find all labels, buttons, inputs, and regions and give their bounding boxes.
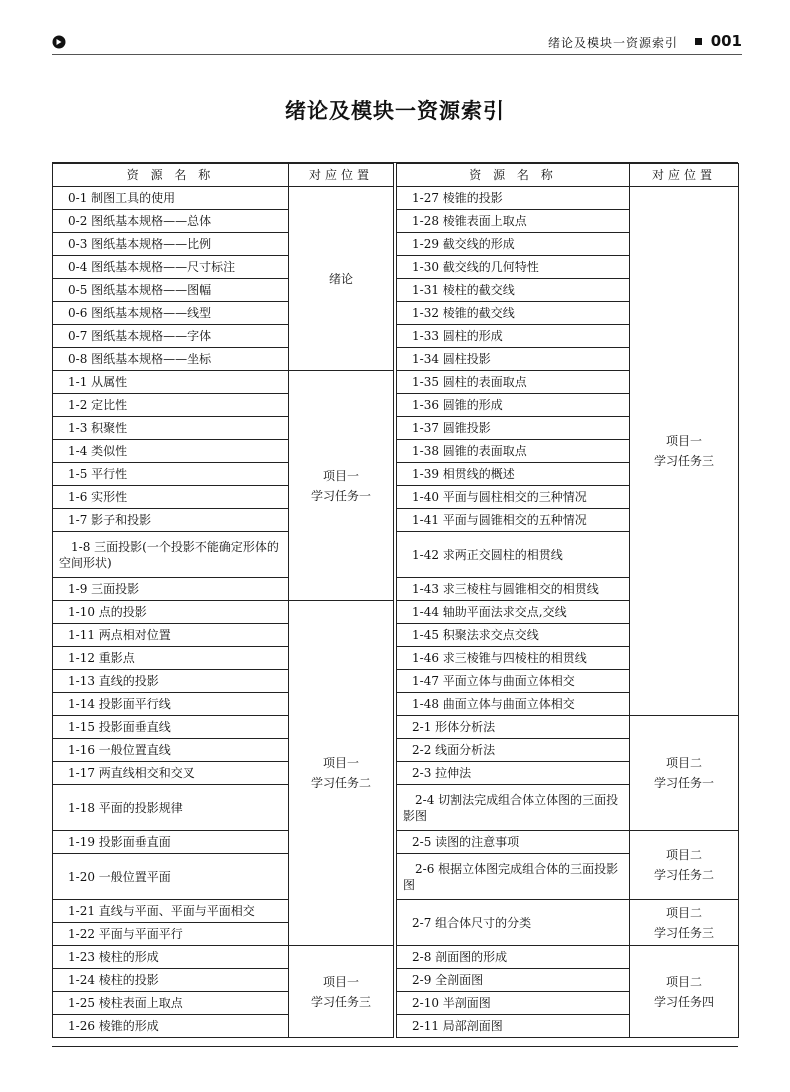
position-line: 项目二	[665, 756, 702, 770]
resource-name-cell: 0-2 图纸基本规格——总体	[53, 210, 289, 233]
resource-name-cell: 1-6 实形性	[53, 486, 289, 509]
resource-name-cell: 1-26 棱锥的形成	[53, 1015, 289, 1038]
resource-name-cell: 2-9 全剖面图	[397, 969, 630, 992]
position-cell	[630, 900, 739, 946]
resource-name-cell: 1-2 定比性	[53, 394, 289, 417]
resource-name-cell: 1-34 圆柱投影	[397, 348, 630, 371]
resource-name-cell: 1-30 截交线的几何特性	[397, 256, 630, 279]
resource-name-cell: 2-2 线面分析法	[397, 739, 630, 762]
resource-name-cell: 2-8 剖面图的形成	[397, 946, 630, 969]
column-header-name: 资 源 名 称	[397, 164, 630, 187]
resource-name-cell: 1-13 直线的投影	[53, 670, 289, 693]
resource-name-cell: 1-31 棱柱的截交线	[397, 279, 630, 302]
resource-name-cell: 1-3 积聚性	[53, 417, 289, 440]
resource-name-cell: 1-16 一般位置直线	[53, 739, 289, 762]
resource-name-cell: 0-5 图纸基本规格——图幅	[53, 279, 289, 302]
resource-name-cell: 1-7 影子和投影	[53, 509, 289, 532]
position-line: 项目二	[665, 974, 702, 989]
resource-name-cell: 0-4 图纸基本规格——尺寸标注	[53, 256, 289, 279]
position-line: 项目二	[665, 905, 702, 920]
resource-name-cell: 1-47 平面立体与曲面立体相交	[397, 670, 630, 693]
table-row	[53, 371, 394, 394]
resource-name-cell: 1-48 曲面立体与曲面立体相交	[397, 693, 630, 716]
position-line: 项目一	[322, 756, 359, 770]
position-cell	[630, 831, 739, 900]
resource-name-cell: 1-18 平面的投影规律	[53, 785, 289, 831]
resource-name-cell: 1-29 截交线的形成	[397, 233, 630, 256]
resource-name-cell: 1-20 一般位置平面	[53, 854, 289, 900]
resource-name-cell: 1-1 从属性	[53, 371, 289, 394]
table-row	[53, 187, 394, 210]
resource-name-cell: 2-11 局部剖面图	[397, 1015, 630, 1038]
position-line: 学习任务二	[310, 776, 371, 790]
page-title: 绪论及模块一资源索引	[285, 99, 505, 123]
resource-name-cell: 1-40 平面与圆柱相交的三种情况	[397, 486, 630, 509]
resource-name-cell: 1-44 轴助平面法求交点,交线	[397, 601, 630, 624]
table-row	[397, 900, 739, 946]
table-bottom-rule	[52, 1046, 738, 1047]
resource-name-cell: 1-42 求两正交圆柱的相贯线	[397, 532, 630, 578]
resource-name-cell: 1-24 棱柱的投影	[53, 969, 289, 992]
resource-name-cell: 1-9 三面投影	[53, 578, 289, 601]
table-row	[397, 187, 739, 210]
column-header-position: 对应位置	[630, 164, 739, 187]
resource-name-cell: 1-5 平行性	[53, 463, 289, 486]
resource-name-cell: 1-17 两直线相交和交叉	[53, 762, 289, 785]
table-row	[397, 716, 739, 739]
position-line: 绪论	[328, 271, 353, 286]
resource-name-cell: 1-46 求三棱锥与四棱柱的相贯线	[397, 647, 630, 670]
resource-name-cell: 1-14 投影面平行线	[53, 693, 289, 716]
position-cell	[289, 187, 394, 371]
resource-name-cell: 1-35 圆柱的表面取点	[397, 371, 630, 394]
resource-name-cell: 0-1 制图工具的使用	[53, 187, 289, 210]
resource-name-cell: 1-23 棱柱的形成	[53, 946, 289, 969]
position-cell	[289, 946, 394, 1038]
resource-name-cell: 1-11 两点相对位置	[53, 624, 289, 647]
resource-name-cell: 1-4 类似性	[53, 440, 289, 463]
position-line: 项目一	[322, 974, 359, 989]
resource-name-cell: 1-38 圆锥的表面取点	[397, 440, 630, 463]
resource-name-cell: 1-28 棱锥表面上取点	[397, 210, 630, 233]
resource-name-cell: 1-41 平面与圆锥相交的五种情况	[397, 509, 630, 532]
resource-name-cell: 1-10 点的投影	[53, 601, 289, 624]
table-row	[397, 946, 739, 969]
resource-name-cell: 2-1 形体分析法	[397, 716, 630, 739]
resource-name-cell: 0-7 图纸基本规格——字体	[53, 325, 289, 348]
position-line: 学习任务一	[653, 776, 714, 790]
table-row	[53, 601, 394, 624]
table-body-left	[53, 164, 394, 1038]
resource-name-cell: 2-7 组合体尺寸的分类	[397, 900, 630, 946]
resource-name-cell: 2-4 切割法完成组合体立体图的三面投影图	[397, 785, 630, 831]
position-cell	[289, 371, 394, 601]
position-cell	[630, 716, 739, 831]
resource-name-cell: 1-8 三面投影(一个投影不能确定形体的空间形状)	[53, 532, 289, 578]
resource-name-cell: 1-15 投影面垂直线	[53, 716, 289, 739]
resource-table-right	[396, 163, 739, 1038]
resource-name-cell: 1-43 求三棱柱与圆锥相交的相贯线	[397, 578, 630, 601]
resource-name-cell: 1-33 圆柱的形成	[397, 325, 630, 348]
column-header-position: 对应位置	[289, 164, 394, 187]
resource-name-cell: 1-21 直线与平面、平面与平面相交	[53, 900, 289, 923]
position-cell	[630, 187, 739, 716]
resource-name-cell: 1-32 棱锥的截交线	[397, 302, 630, 325]
square-bullet-icon	[695, 38, 702, 45]
position-line: 学习任务三	[653, 925, 714, 940]
resource-name-cell: 1-45 积聚法求交点交线	[397, 624, 630, 647]
position-cell	[630, 946, 739, 1038]
resource-name-cell: 1-37 圆锥投影	[397, 417, 630, 440]
resource-name-cell: 0-8 图纸基本规格——坐标	[53, 348, 289, 371]
circle-arrow-icon	[52, 35, 66, 49]
table-row	[397, 831, 739, 854]
resource-name-cell: 2-5 读图的注意事项	[397, 831, 630, 854]
resource-name-cell: 1-19 投影面垂直面	[53, 831, 289, 854]
table-row	[53, 946, 394, 969]
resource-name-cell: 2-3 拉伸法	[397, 762, 630, 785]
resource-name-cell: 1-39 相贯线的概述	[397, 463, 630, 486]
page-number: 001	[710, 32, 742, 50]
table-header-row	[397, 164, 739, 187]
resource-name-cell: 2-6 根据立体图完成组合体的三面投影图	[397, 854, 630, 900]
position-line: 项目二	[665, 848, 702, 862]
position-line: 学习任务二	[653, 868, 714, 882]
resource-name-cell: 1-25 棱柱表面上取点	[53, 992, 289, 1015]
position-line: 学习任务三	[653, 454, 714, 468]
resource-name-cell: 0-3 图纸基本规格——比例	[53, 233, 289, 256]
resource-name-cell: 1-22 平面与平面平行	[53, 923, 289, 946]
resource-name-cell: 0-6 图纸基本规格——线型	[53, 302, 289, 325]
position-line: 学习任务三	[310, 994, 371, 1009]
resource-table-left	[52, 163, 394, 1038]
running-title: 绪论及模块一资源索引	[547, 36, 678, 50]
position-cell	[289, 601, 394, 946]
table-body-right	[397, 164, 739, 1038]
position-line: 项目一	[322, 468, 359, 483]
resource-name-cell: 1-12 重影点	[53, 647, 289, 670]
position-line: 学习任务一	[310, 488, 371, 503]
table-header-row	[53, 164, 394, 187]
column-header-name: 资 源 名 称	[53, 164, 289, 187]
position-line: 项目一	[665, 434, 702, 448]
running-header	[52, 32, 742, 55]
resource-name-cell: 1-36 圆锥的形成	[397, 394, 630, 417]
resource-name-cell: 2-10 半剖面图	[397, 992, 630, 1015]
resource-name-cell: 1-27 棱锥的投影	[397, 187, 630, 210]
position-line: 学习任务四	[653, 994, 714, 1009]
